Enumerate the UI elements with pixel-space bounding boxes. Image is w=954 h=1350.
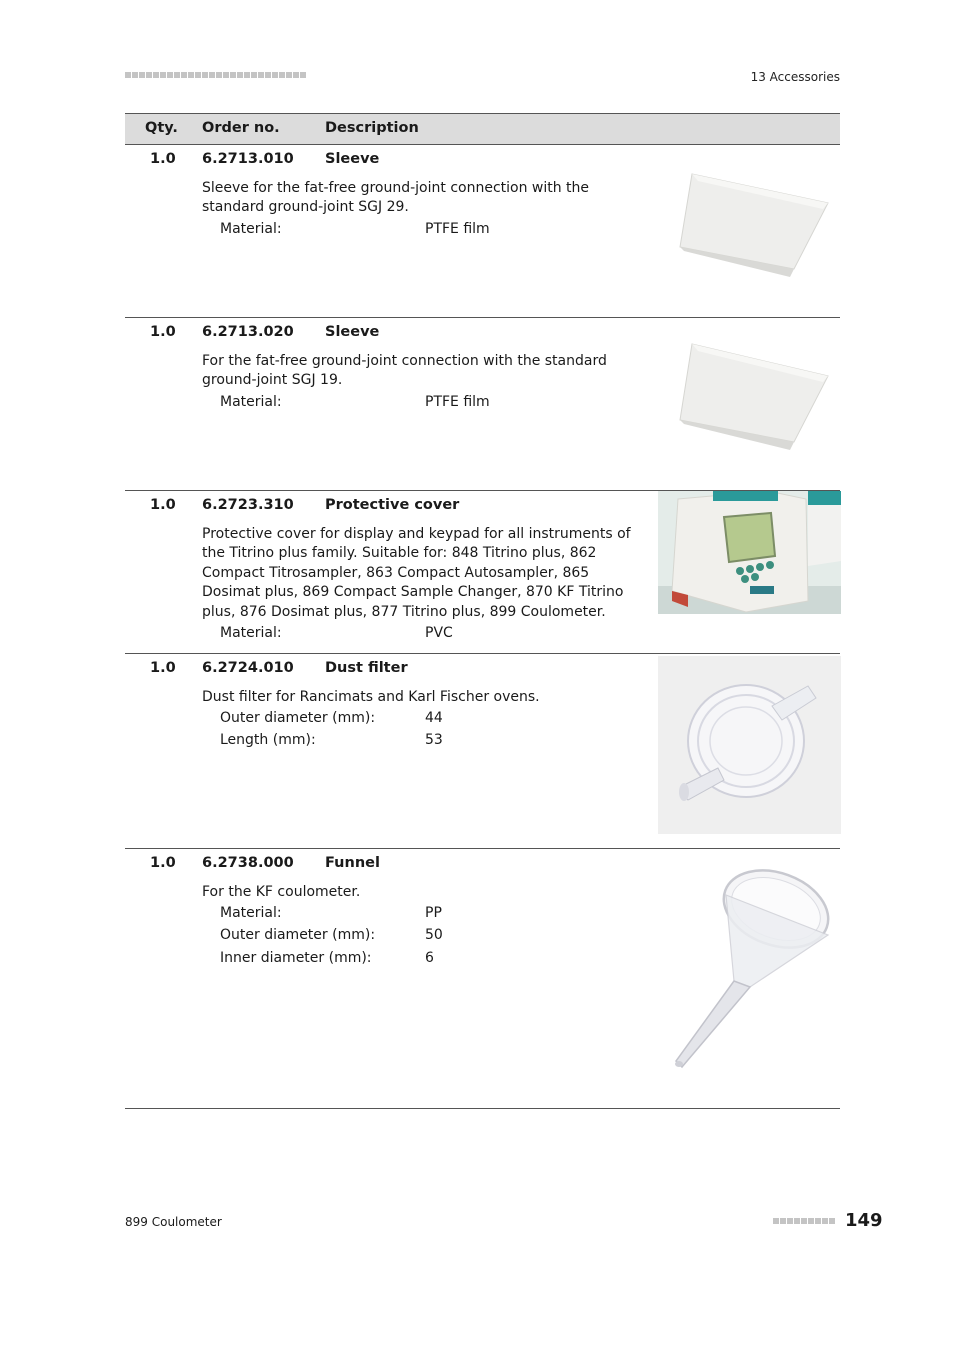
- row-name: Sleeve: [325, 324, 380, 340]
- header-decoration: [125, 72, 306, 78]
- footer-product: 899 Coulometer: [125, 1215, 222, 1229]
- property-value: 6: [425, 949, 434, 966]
- row-description: Dust filter for Rancimats and Karl Fischer ovens.: [202, 689, 540, 705]
- table-row: [125, 145, 840, 318]
- row-qty: 1.0: [150, 855, 176, 871]
- row-name: Dust filter: [325, 660, 408, 676]
- property-label: Inner diameter (mm):: [220, 949, 372, 966]
- table-row: [125, 491, 840, 654]
- row-qty: 1.0: [150, 497, 176, 513]
- dust-filter-image: [658, 656, 841, 834]
- property-label: Material:: [220, 905, 282, 921]
- row-order-no: 6.2724.010: [202, 660, 294, 676]
- property-value: PTFE film: [425, 221, 490, 237]
- property-label: Material:: [220, 221, 282, 237]
- ptfe-sleeve-image: [658, 332, 841, 472]
- row-name: Sleeve: [325, 151, 380, 167]
- property-value: PP: [425, 905, 442, 921]
- property-value: PVC: [425, 625, 453, 641]
- property-label: Material:: [220, 625, 282, 641]
- property-label: Material:: [220, 394, 282, 410]
- row-order-no: 6.2713.020: [202, 324, 294, 340]
- ptfe-sleeve-image: [658, 159, 841, 289]
- row-order-no: 6.2713.010: [202, 151, 294, 167]
- column-description: Description: [325, 120, 419, 136]
- property-value: 53: [425, 732, 443, 749]
- row-name: Protective cover: [325, 497, 460, 513]
- funnel-image: [658, 861, 841, 1077]
- page-number: 149: [845, 1210, 883, 1231]
- row-order-no: 6.2738.000: [202, 855, 294, 871]
- property-value: PTFE film: [425, 394, 490, 410]
- table-row: [125, 654, 840, 849]
- footer-decoration: [773, 1218, 835, 1224]
- table-row: [125, 318, 840, 491]
- row-qty: 1.0: [150, 660, 176, 676]
- row-description: Sleeve for the fat-free ground-joint connection with the standard ground-joint SGJ 29.: [202, 180, 590, 216]
- property-label: Outer diameter (mm):: [220, 710, 376, 726]
- row-qty: 1.0: [150, 324, 176, 340]
- row-description: For the fat-free ground-joint connection with the standard ground-joint SGJ 19.: [202, 353, 607, 389]
- table-header: [125, 113, 840, 145]
- section-title: 13 Accessories: [750, 70, 840, 84]
- property-label: Outer diameter (mm):: [220, 927, 376, 944]
- row-description: For the KF coulometer.: [202, 884, 361, 900]
- property-value: 44: [425, 710, 443, 726]
- column-qty: Qty.: [145, 120, 178, 136]
- column-order-no: Order no.: [202, 120, 280, 136]
- property-label: Length (mm):: [220, 732, 316, 749]
- accessories-table: [125, 113, 840, 1109]
- row-description: Protective cover for display and keypad for all instruments of the Titrino plus family. Suitable for: 848 Titrino plus, 862 Compact Titrosampler, 863 Compact Autosampler, 865 Dosimat plus, 869 Compact Sample Changer, 870 KF Titrino plus, 876 Dosimat plus, 877 Titrino plus, 899 Coulometer.: [202, 526, 631, 620]
- row-qty: 1.0: [150, 151, 176, 167]
- row-order-no: 6.2723.310: [202, 497, 294, 513]
- row-name: Funnel: [325, 855, 380, 871]
- table-row: [125, 849, 840, 1109]
- property-value: 50: [425, 927, 443, 944]
- instrument-cover-image: [658, 491, 841, 614]
